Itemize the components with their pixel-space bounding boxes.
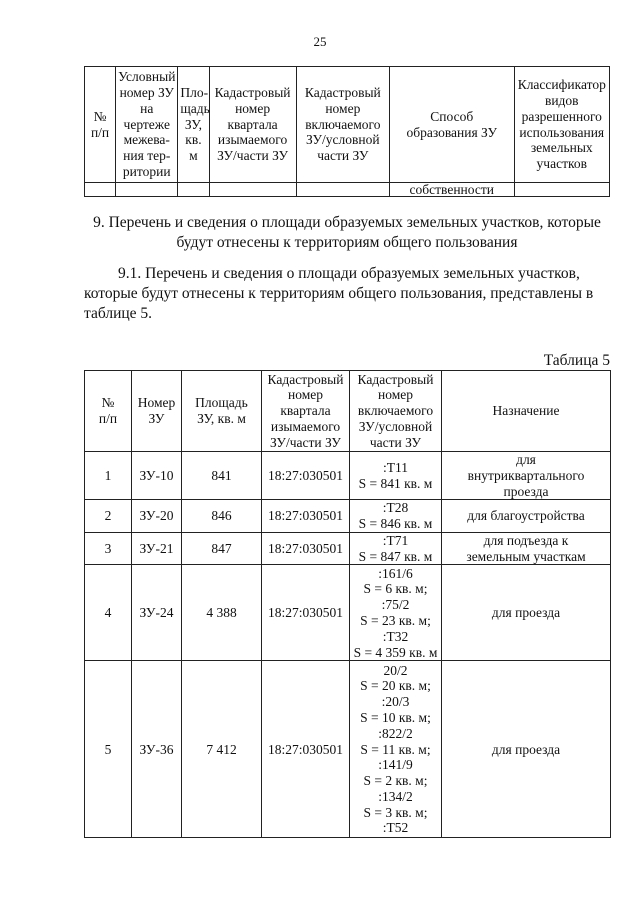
prev-header-num: № п/п (85, 67, 116, 183)
cell (116, 183, 178, 197)
previous-table-row (85, 183, 610, 197)
cell (296, 183, 389, 197)
row-zu: ЗУ-36 (132, 661, 182, 838)
row-num: 5 (85, 661, 132, 838)
row-num: 3 (85, 532, 132, 565)
cell-method: собственности (390, 183, 515, 197)
cell (209, 183, 296, 197)
table-row (85, 452, 611, 500)
header-kvartal: Кадастровый номер квартала изымаемого ЗУ/части ЗУ (262, 371, 350, 452)
row-area: 847 (182, 532, 262, 565)
row-zu: ЗУ-21 (132, 532, 182, 565)
row-area: 841 (182, 452, 262, 500)
row-included: 20/2 S = 20 кв. м; :20/3 S = 10 кв. м; :822/2 S = 11 кв. м; :141/9 S = 2 кв. м; :134/2 S = 3 кв. м; :Т52 (350, 661, 442, 838)
page-number: 25 (313, 34, 327, 49)
row-area: 7 412 (182, 661, 262, 838)
header-num: № п/п (85, 371, 132, 452)
row-num: 4 (85, 565, 132, 661)
prev-header-included: Кадастровый номер включаемого ЗУ/условной части ЗУ (296, 67, 389, 183)
row-kvartal: 18:27:030501 (262, 532, 350, 565)
table-row (85, 532, 611, 565)
row-included: :Т71 S = 847 кв. м (350, 532, 442, 565)
header-zu: Номер ЗУ (132, 371, 182, 452)
row-num: 1 (85, 452, 132, 500)
row-kvartal: 18:27:030501 (262, 452, 350, 500)
row-purpose: для проезда (442, 661, 611, 838)
table-5 (84, 370, 611, 838)
header-purpose: Назначение (442, 371, 611, 452)
row-included: :Т11 S = 841 кв. м (350, 452, 442, 500)
header-included: Кадастровый номер включаемого ЗУ/условной части ЗУ (350, 371, 442, 452)
row-purpose: для подъезда к земельным участкам (442, 532, 611, 565)
table-row (85, 500, 611, 533)
row-kvartal: 18:27:030501 (262, 565, 350, 661)
prev-header-area: Пло- щадь ЗУ, кв. м (178, 67, 209, 183)
row-purpose: для внутриквартального проезда (442, 452, 611, 500)
prev-header-classifier: Классификатор видов разрешенного использования земельных участков (514, 67, 609, 183)
row-area: 4 388 (182, 565, 262, 661)
previous-table-header (85, 67, 610, 183)
prev-header-kvartal: Кадастровый номер квартала изымаемого ЗУ/части ЗУ (209, 67, 296, 183)
header-area: Площадь ЗУ, кв. м (182, 371, 262, 452)
row-area: 846 (182, 500, 262, 533)
row-zu: ЗУ-24 (132, 565, 182, 661)
cell (514, 183, 609, 197)
cell (178, 183, 209, 197)
row-included: :161/6 S = 6 кв. м; :75/2 S = 23 кв. м; :Т32 S = 4 359 кв. м (350, 565, 442, 661)
prev-header-zu-number: Условный номер ЗУ на чертеже межева- ния тер- ритории (116, 67, 178, 183)
row-zu: ЗУ-20 (132, 500, 182, 533)
table-row (85, 565, 611, 661)
row-zu: ЗУ-10 (132, 452, 182, 500)
row-kvartal: 18:27:030501 (262, 500, 350, 533)
row-purpose: для проезда (442, 565, 611, 661)
section-paragraph: 9.1. Перечень и сведения о площади образуемых земельных участков, которые будут отнесены к территориям общего пользования, представлены в таблице 5. (84, 265, 594, 322)
prev-header-method: Способ образования ЗУ (390, 67, 515, 183)
section-heading: 9. Перечень и сведения о площади образуемых земельных участков, которые будут отнесены к территориям общего пользования (93, 214, 601, 251)
row-kvartal: 18:27:030501 (262, 661, 350, 838)
previous-table (84, 66, 610, 197)
table-row (85, 661, 611, 838)
row-included: :Т28 S = 846 кв. м (350, 500, 442, 533)
table5-header (85, 371, 611, 452)
cell (85, 183, 116, 197)
table-caption: Таблица 5 (543, 352, 610, 369)
row-purpose: для благоустройства (442, 500, 611, 533)
row-num: 2 (85, 500, 132, 533)
